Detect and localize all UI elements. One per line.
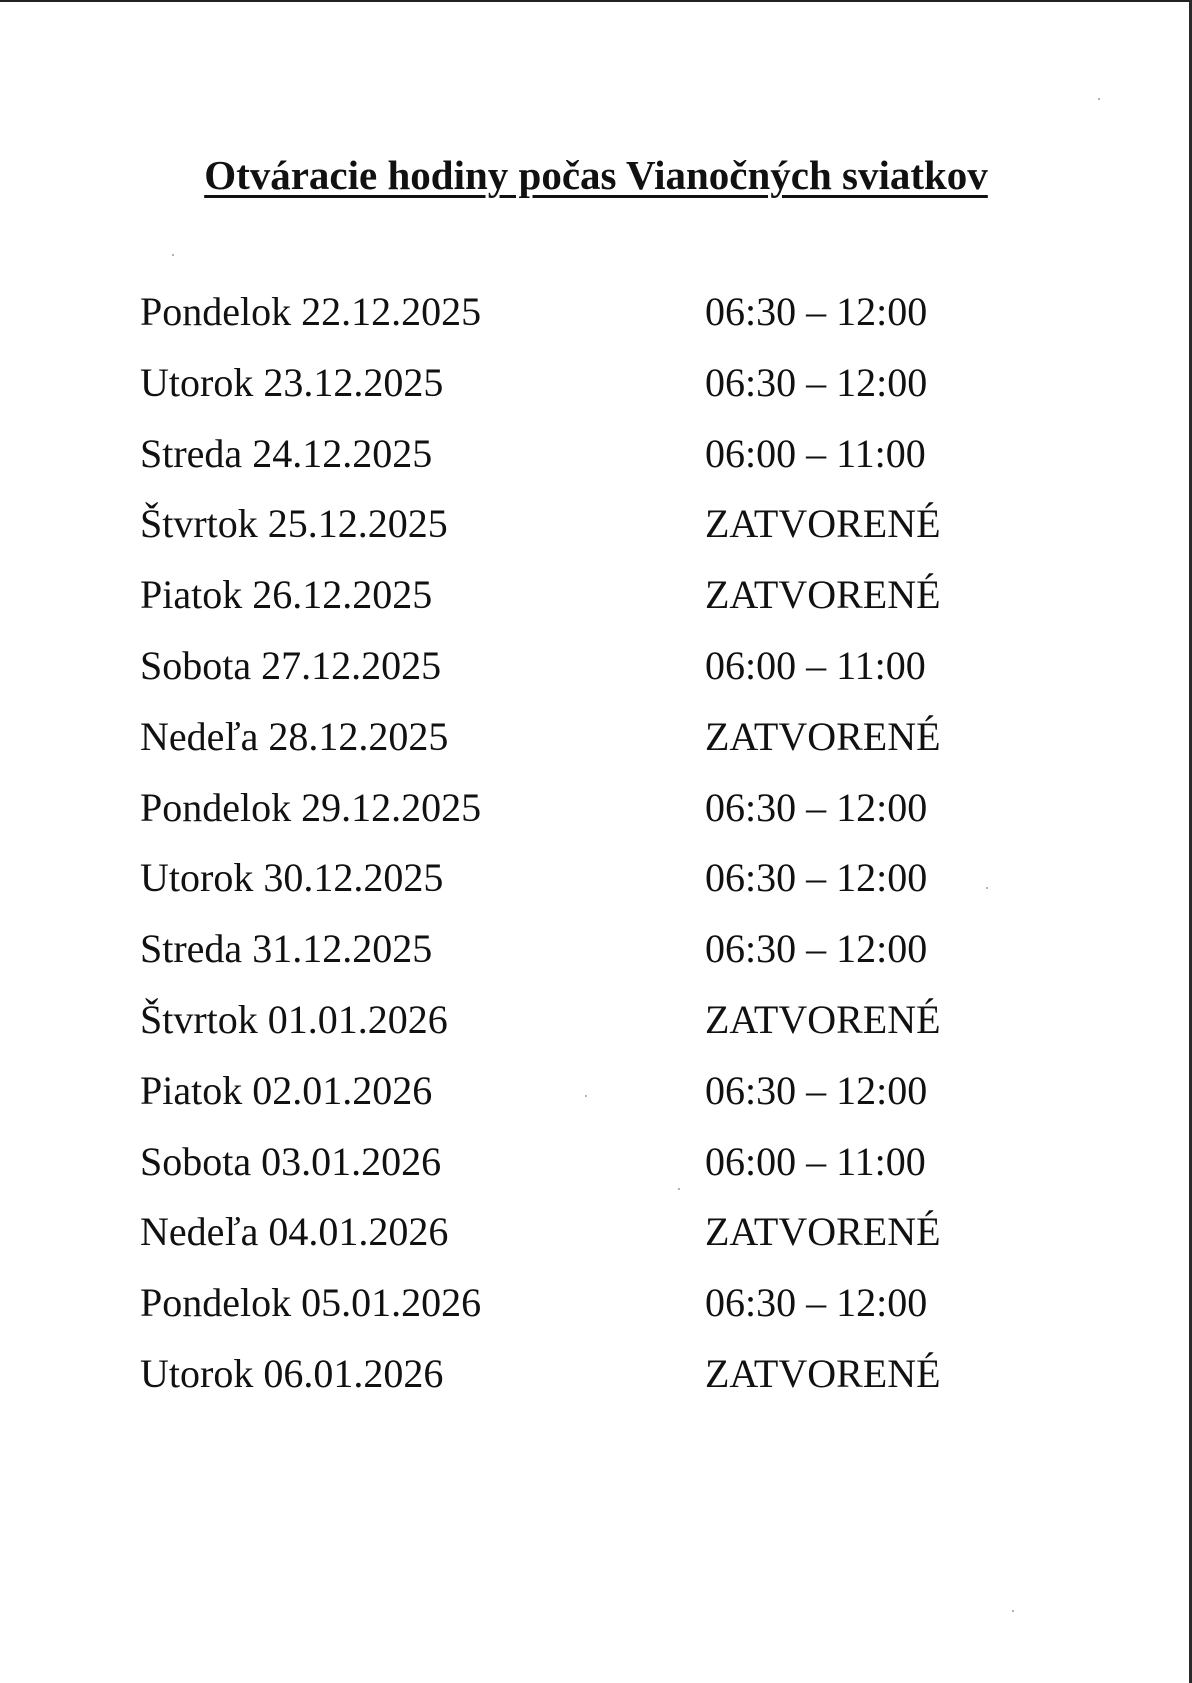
schedule-row [140, 1207, 1020, 1278]
schedule-day: Streda 24.12.2025 [140, 430, 433, 476]
schedule-hours: ZATVORENÉ [705, 996, 941, 1042]
schedule-hours: 06:30 – 12:00 [705, 289, 928, 334]
schedule-hours: ZATVORENÉ [705, 501, 941, 547]
schedule-day: Štvrtok 25.12.2025 [140, 501, 448, 547]
schedule-row [140, 429, 1020, 500]
schedule-hours: 06:30 – 12:00 [705, 359, 928, 405]
document-title-text: Otváracie hodiny počas Vianočných sviatkov [204, 152, 988, 198]
scan-speck [1012, 1610, 1014, 1612]
schedule-day: Streda 31.12.2025 [140, 926, 433, 972]
schedule-row [140, 1137, 1020, 1208]
schedule-row [140, 853, 1020, 924]
scan-speck [172, 254, 174, 256]
schedule-hours: 06:00 – 11:00 [705, 430, 926, 476]
schedule-day: Utorok 06.01.2026 [140, 1350, 444, 1396]
schedule-day: Piatok 26.12.2025 [140, 572, 433, 618]
schedule-hours: ZATVORENÉ [705, 1350, 941, 1396]
schedule-day: Sobota 27.12.2025 [140, 642, 442, 688]
schedule-day: Nedeľa 04.01.2026 [140, 1209, 449, 1255]
schedule-row [140, 287, 1020, 358]
schedule-day: Pondelok 05.01.2026 [140, 1280, 482, 1326]
document-title [0, 150, 1192, 200]
schedule-row [140, 1066, 1020, 1137]
schedule-hours: 06:00 – 11:00 [705, 642, 926, 688]
schedule-row [140, 1278, 1020, 1349]
schedule-hours: 06:00 – 11:00 [705, 1138, 926, 1184]
schedule-row [140, 358, 1020, 429]
schedule-day: Pondelok 29.12.2025 [140, 784, 482, 830]
scan-speck [1098, 98, 1100, 100]
schedule-hours: 06:30 – 12:00 [705, 1067, 928, 1113]
schedule-day: Štvrtok 01.01.2026 [140, 996, 448, 1042]
schedule-hours: ZATVORENÉ [705, 1209, 941, 1255]
schedule-row [140, 712, 1020, 783]
schedule-day: Nedeľa 28.12.2025 [140, 713, 449, 759]
schedule-hours: 06:30 – 12:00 [705, 784, 928, 830]
scan-speck [986, 887, 988, 889]
schedule-hours: ZATVORENÉ [705, 713, 941, 759]
schedule-day: Piatok 02.01.2026 [140, 1067, 433, 1113]
scan-edge-top [0, 0, 1192, 2]
schedule-day: Utorok 30.12.2025 [140, 855, 444, 901]
schedule-hours: 06:30 – 12:00 [705, 1280, 928, 1326]
schedule-row [140, 570, 1020, 641]
scan-speck [585, 1095, 587, 1097]
schedule-row [140, 995, 1020, 1066]
schedule-day: Utorok 23.12.2025 [140, 359, 444, 405]
schedule-hours: 06:30 – 12:00 [705, 855, 928, 901]
schedule-row [140, 783, 1020, 854]
schedule-row [140, 924, 1020, 995]
schedule-day: Sobota 03.01.2026 [140, 1138, 442, 1184]
schedule-row [140, 641, 1020, 712]
schedule-hours: ZATVORENÉ [705, 572, 941, 618]
scan-speck [678, 1188, 680, 1190]
schedule-row [140, 499, 1020, 570]
schedule-day: Pondelok 22.12.2025 [140, 289, 482, 334]
schedule-hours: 06:30 – 12:00 [705, 926, 928, 972]
schedule-row [140, 1349, 1020, 1420]
opening-hours-schedule [140, 287, 1020, 1420]
